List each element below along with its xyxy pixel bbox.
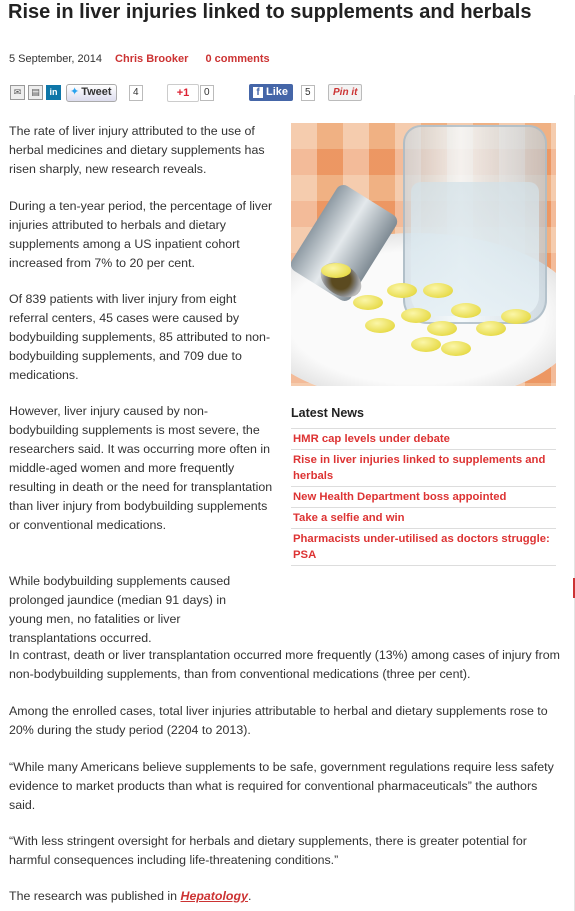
- capsule-shape: [365, 318, 395, 333]
- latest-news-title: Latest News: [291, 406, 364, 420]
- capsule-shape: [476, 321, 506, 336]
- article-date: 5 September, 2014: [9, 53, 102, 65]
- latest-news-item[interactable]: New Health Department boss appointed: [291, 487, 556, 508]
- capsule-shape: [451, 303, 481, 318]
- latest-news-item[interactable]: Pharmacists under-utilised as doctors struggle: PSA: [291, 529, 556, 566]
- capsule-shape: [427, 321, 457, 336]
- hepatology-link[interactable]: Hepatology: [180, 889, 248, 903]
- paragraph-4: However, liver injury caused by non-bodybuilding supplements is most severe, the researchers said. It was occurring more often in middle-aged women and more frequently resulting in death or the need for transplantation than liver injury from bodybuilding supplements or conventional medications.: [9, 404, 273, 532]
- tweet-label: Tweet: [81, 86, 112, 98]
- linkedin-icon[interactable]: in: [46, 85, 61, 100]
- paragraph-6: In contrast, death or liver transplantation occurred more frequently (13%) among cases of injury from non-bodybuilding supplements, than from conventional medications (three per cent).: [9, 648, 560, 681]
- paragraph-8: “While many Americans believe supplements to be safe, government regulations require less safety evidence to market products than what is required for conventional pharmaceuticals” the authors said.: [9, 760, 554, 812]
- comments-link[interactable]: 0 comments: [205, 53, 270, 65]
- paragraph-10-suffix: .: [247, 889, 252, 903]
- article-meta: [9, 53, 270, 65]
- paragraph-1: The rate of liver injury attributed to the use of herbal medicines and dietary supplements has risen sharply, new research reveals.: [9, 124, 265, 176]
- capsule-shape: [353, 295, 383, 310]
- facebook-like-button[interactable]: [249, 84, 293, 101]
- capsule-shape: [401, 308, 431, 323]
- pinterest-button[interactable]: Pin it: [328, 84, 362, 101]
- latest-news-list: [291, 428, 556, 566]
- latest-news-item[interactable]: HMR cap levels under debate: [291, 429, 556, 450]
- paragraph-5: While bodybuilding supplements caused prolonged jaundice (median 91 days) in young men, no fatalities or liver transplantations occurred.: [9, 574, 231, 645]
- facebook-icon: f: [253, 87, 263, 98]
- capsule-shape: [441, 341, 471, 356]
- paragraph-10-prefix: The research was published in: [9, 889, 181, 903]
- gplus-button[interactable]: +1: [167, 84, 199, 102]
- author-link[interactable]: Chris Brooker: [115, 53, 189, 65]
- capsule-shape: [387, 283, 417, 298]
- capsule-shape: [411, 337, 441, 352]
- share-bar: [8, 83, 368, 103]
- latest-news-widget: [291, 404, 556, 566]
- capsule-shape: [423, 283, 453, 298]
- tweet-button[interactable]: [66, 84, 117, 102]
- article-title: Rise in liver injuries linked to supplements and herbals: [8, 1, 532, 23]
- twitter-bird-icon: ✦: [70, 86, 80, 98]
- capsule-shape: [321, 263, 351, 278]
- paragraph-7: Among the enrolled cases, total liver injuries attributable to herbal and dietary supplements rose to 20% during the study period (2204 to 2013).: [9, 704, 548, 737]
- fb-like-label: Like: [266, 86, 289, 98]
- paragraph-10: [9, 887, 561, 906]
- email-icon[interactable]: ✉: [10, 85, 25, 100]
- tweet-count: 4: [129, 85, 143, 101]
- capsule-shape: [501, 309, 531, 324]
- latest-news-item[interactable]: Rise in liver injuries linked to supplements and herbals: [291, 450, 556, 487]
- paragraph-3: Of 839 patients with liver injury from eight referral centers, 45 cases were caused by bodybuilding supplements, 85 attributed to non-bodybuilding supplements, and 709 due to medications.: [9, 292, 271, 382]
- gplus-count: 0: [200, 85, 214, 101]
- latest-news-item[interactable]: Take a selfie and win: [291, 508, 556, 529]
- paragraph-2: During a ten-year period, the percentage of liver injuries attributed to herbals and dietary supplements among a US inpatient cohort increased from 7% to 20 per cent.: [9, 199, 273, 270]
- paragraph-9: “With less stringent oversight for herbals and dietary supplements, there is greater potential for harmful consequences including life-threatening conditions.”: [9, 834, 527, 867]
- fb-like-count: 5: [301, 85, 315, 101]
- article-photo: [291, 123, 556, 386]
- print-icon[interactable]: ▤: [28, 85, 43, 100]
